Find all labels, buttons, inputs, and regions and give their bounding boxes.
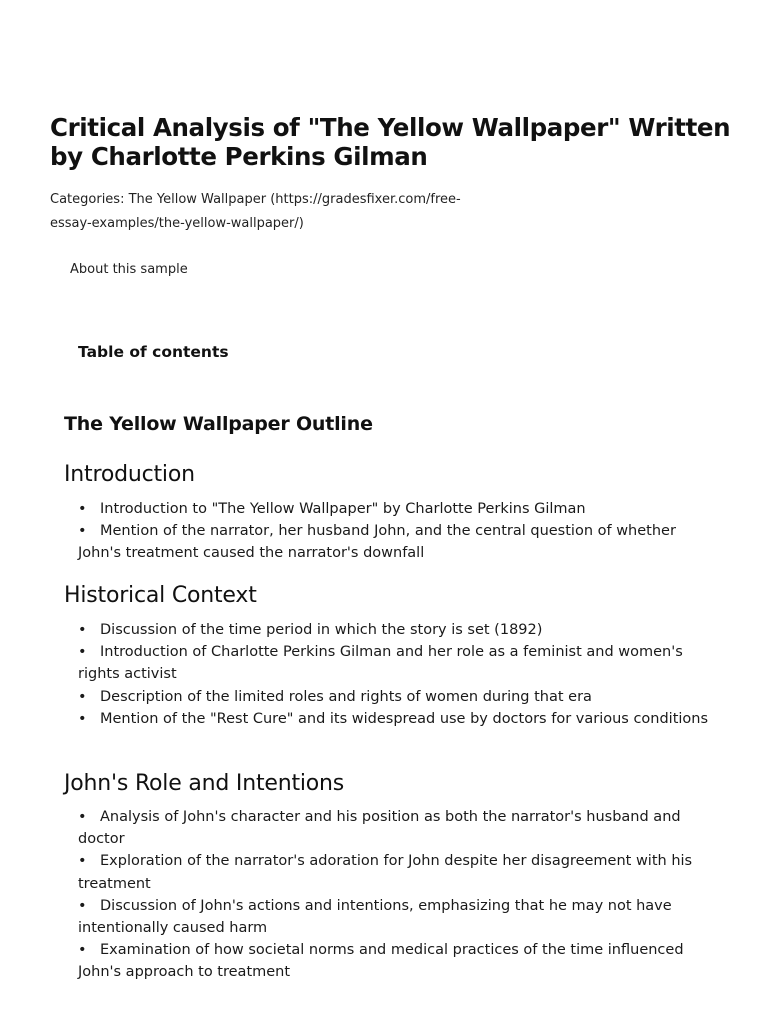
section-list-introduction	[78, 498, 718, 565]
about-sample-toggle[interactable]: About this sample	[70, 262, 188, 277]
list-item: • Discussion of John's actions and intentions, emphasizing that he may not have intentionally caused harm	[78, 897, 672, 937]
list-item: • Analysis of John's character and his position as both the narrator's husband and doctor	[78, 809, 681, 848]
outline-title: The Yellow Wallpaper Outline	[64, 413, 373, 435]
page-title: Critical Analysis of "The Yellow Wallpaper" Written by Charlotte Perkins Gilman	[50, 113, 731, 171]
list-item: • Introduction to "The Yellow Wallpaper" by Charlotte Perkins Gilman	[78, 501, 586, 517]
list-item: • Description of the limited roles and rights of women during that era	[78, 688, 592, 705]
section-list-johns-role	[78, 806, 718, 984]
categories-text: Categories: The Yellow Wallpaper (https://gradesfixer.com/free-essay-examples/the-yellow-wallpaper/)	[50, 192, 461, 231]
list-item: • Examination of how societal norms and medical practices of the time influenced John's approach to treatment	[78, 942, 684, 981]
list-item: • Discussion of the time period in which the story is set (1892)	[78, 622, 543, 638]
section-list-historical-context	[78, 619, 718, 730]
section-heading-historical-context: Historical Context	[64, 583, 257, 608]
list-item: • Mention of the narrator, her husband John, and the central question of whether John's treatment caused the narrator's downfall	[78, 523, 676, 562]
list-item: • Exploration of the narrator's adoration for John despite her disagreement with his treatment	[78, 853, 693, 892]
list-item: • Mention of the "Rest Cure" and its widespread use by doctors for various conditions	[78, 710, 709, 727]
table-of-contents-label[interactable]: Table of contents	[78, 343, 229, 361]
list-item: • Introduction of Charlotte Perkins Gilman and her role as a feminist and women's rights activist	[78, 644, 683, 683]
section-heading-johns-role: John's Role and Intentions	[64, 771, 345, 796]
section-heading-introduction: Introduction	[64, 462, 195, 487]
